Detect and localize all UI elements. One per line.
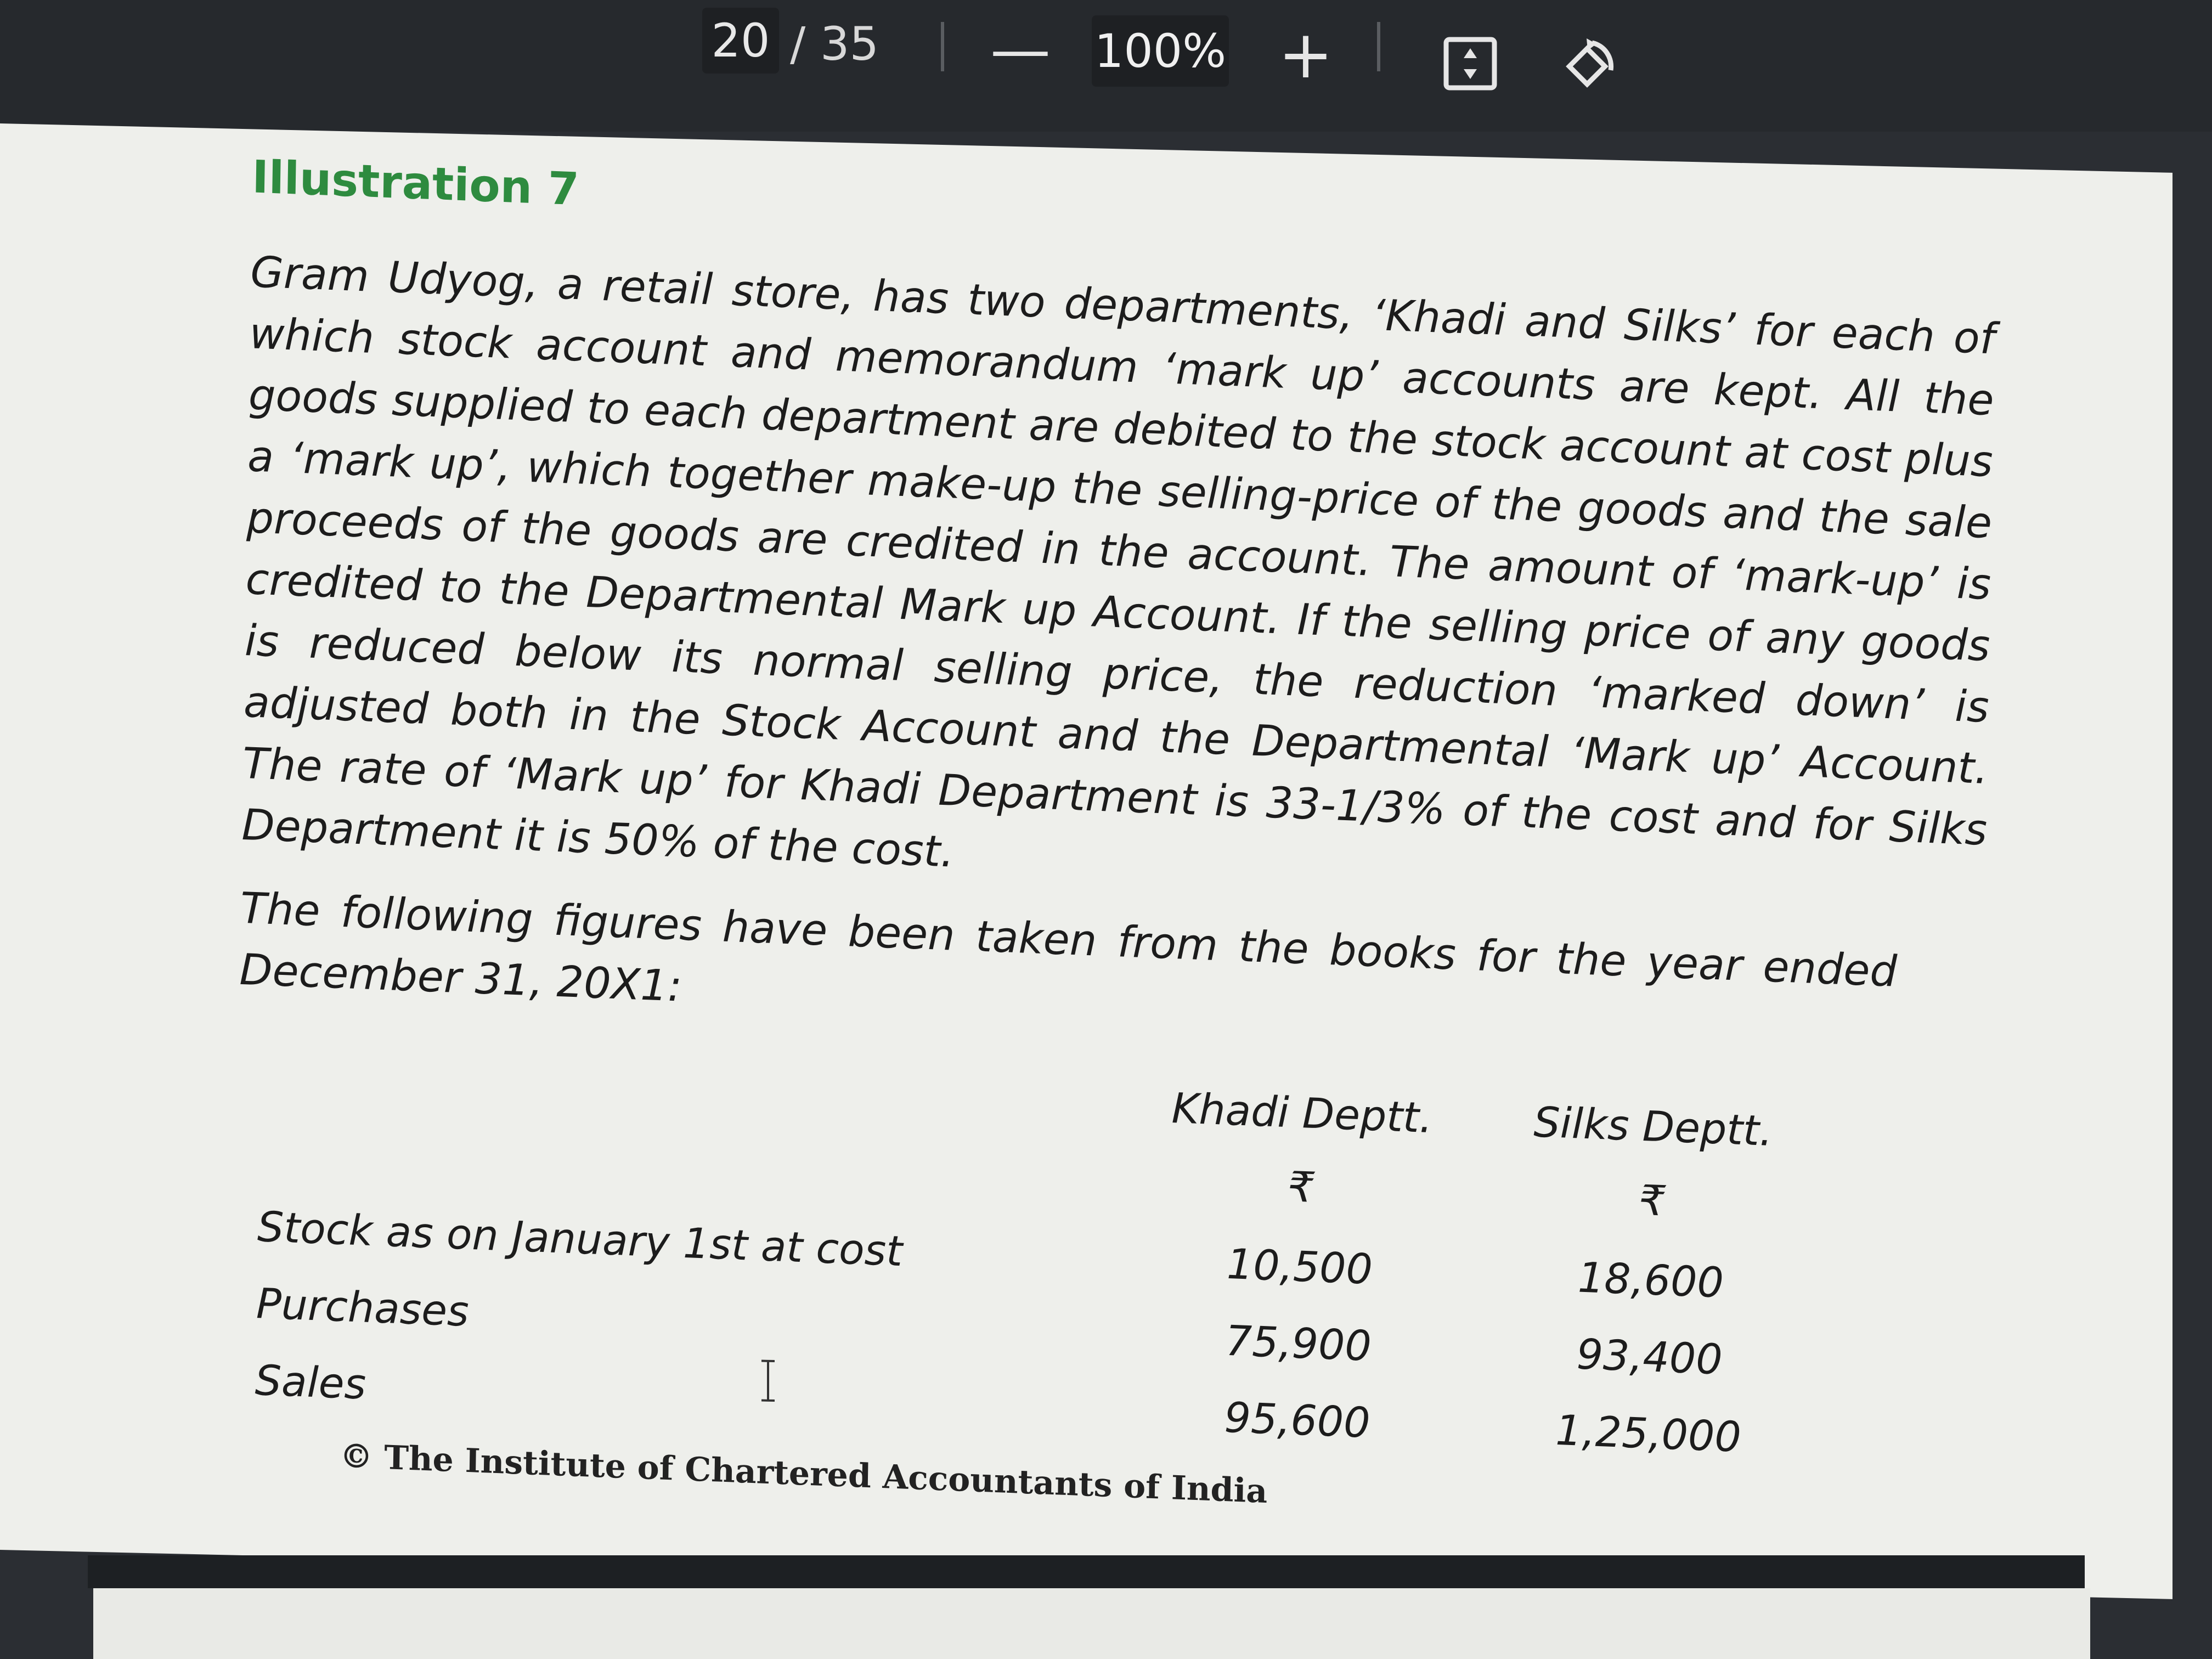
text-cursor-icon (757, 1358, 779, 1403)
currency-symbol-khadi: ₹ (1287, 1161, 1315, 1212)
column-header-khadi: Khadi Deptt. (1171, 1083, 1433, 1142)
rotate-icon[interactable] (1558, 36, 1618, 97)
silks-value: 93,400 (1576, 1329, 1723, 1384)
khadi-value: 10,500 (1226, 1239, 1373, 1294)
illustration-heading: Illustration 7 (251, 151, 580, 216)
page-total: / 35 (790, 17, 879, 71)
copyright-footer: © The Institute of Chartered Accountants of India (339, 1437, 1268, 1511)
toolbar-divider (941, 22, 944, 71)
figures-intro-paragraph: The following figures have been taken from the books for the year ended December 31, 20X1: (239, 883, 1898, 1012)
currency-symbol-silks: ₹ (1638, 1175, 1666, 1226)
row-label: Sales (255, 1355, 366, 1409)
document-page (0, 123, 2172, 1599)
zoom-out-button[interactable]: — (990, 14, 1051, 84)
silks-value: 1,25,000 (1555, 1405, 1742, 1462)
column-header-silks: Silks Deptt. (1533, 1097, 1773, 1155)
khadi-value: 95,600 (1223, 1392, 1371, 1447)
table-header-blank (238, 1072, 1127, 1106)
row-label: Stock as on January 1st at cost (257, 1201, 903, 1276)
silks-value: 18,600 (1577, 1252, 1724, 1307)
page-content (233, 151, 2008, 1485)
toolbar (0, 0, 2212, 132)
table-header-blank (237, 1146, 1126, 1180)
khadi-value: 75,900 (1225, 1316, 1372, 1370)
fit-page-icon[interactable] (1443, 36, 1498, 91)
figures-table (233, 1039, 1939, 1483)
problem-paragraph: Gram Udyog, a retail store, has two departments, ‘Khadi and Silks’ for each of which stock account and memorandum ‘mark up’ accounts are kept. All the goods supplied to each department are debited to the stock account at cost plus a ‘mark up’, which together make-up the selling-price of the goods and the sale proceeds of the goods are credited in the account. The amount of ‘mark-up’ is credited to the Departmental Mark up Account. If the selling price of any goods is reduced below its normal selling price, the reduction ‘marked down’ is adjusted both in the Stock Account and the Departmental ‘Mark up’ Account. The rate of ‘Mark up’ for Khadi Department is 33-1/3% of the cost and for Silks Department it is 50% of the cost. (241, 247, 1995, 877)
row-label: Purchases (256, 1278, 470, 1336)
zoom-level-input[interactable]: 100% (1092, 15, 1229, 87)
toolbar-divider (1377, 22, 1380, 71)
zoom-in-button[interactable]: + (1278, 17, 1334, 93)
page-number-input[interactable]: 20 (702, 8, 779, 74)
next-page (93, 1588, 2090, 1659)
page-gap (88, 1555, 2085, 1588)
